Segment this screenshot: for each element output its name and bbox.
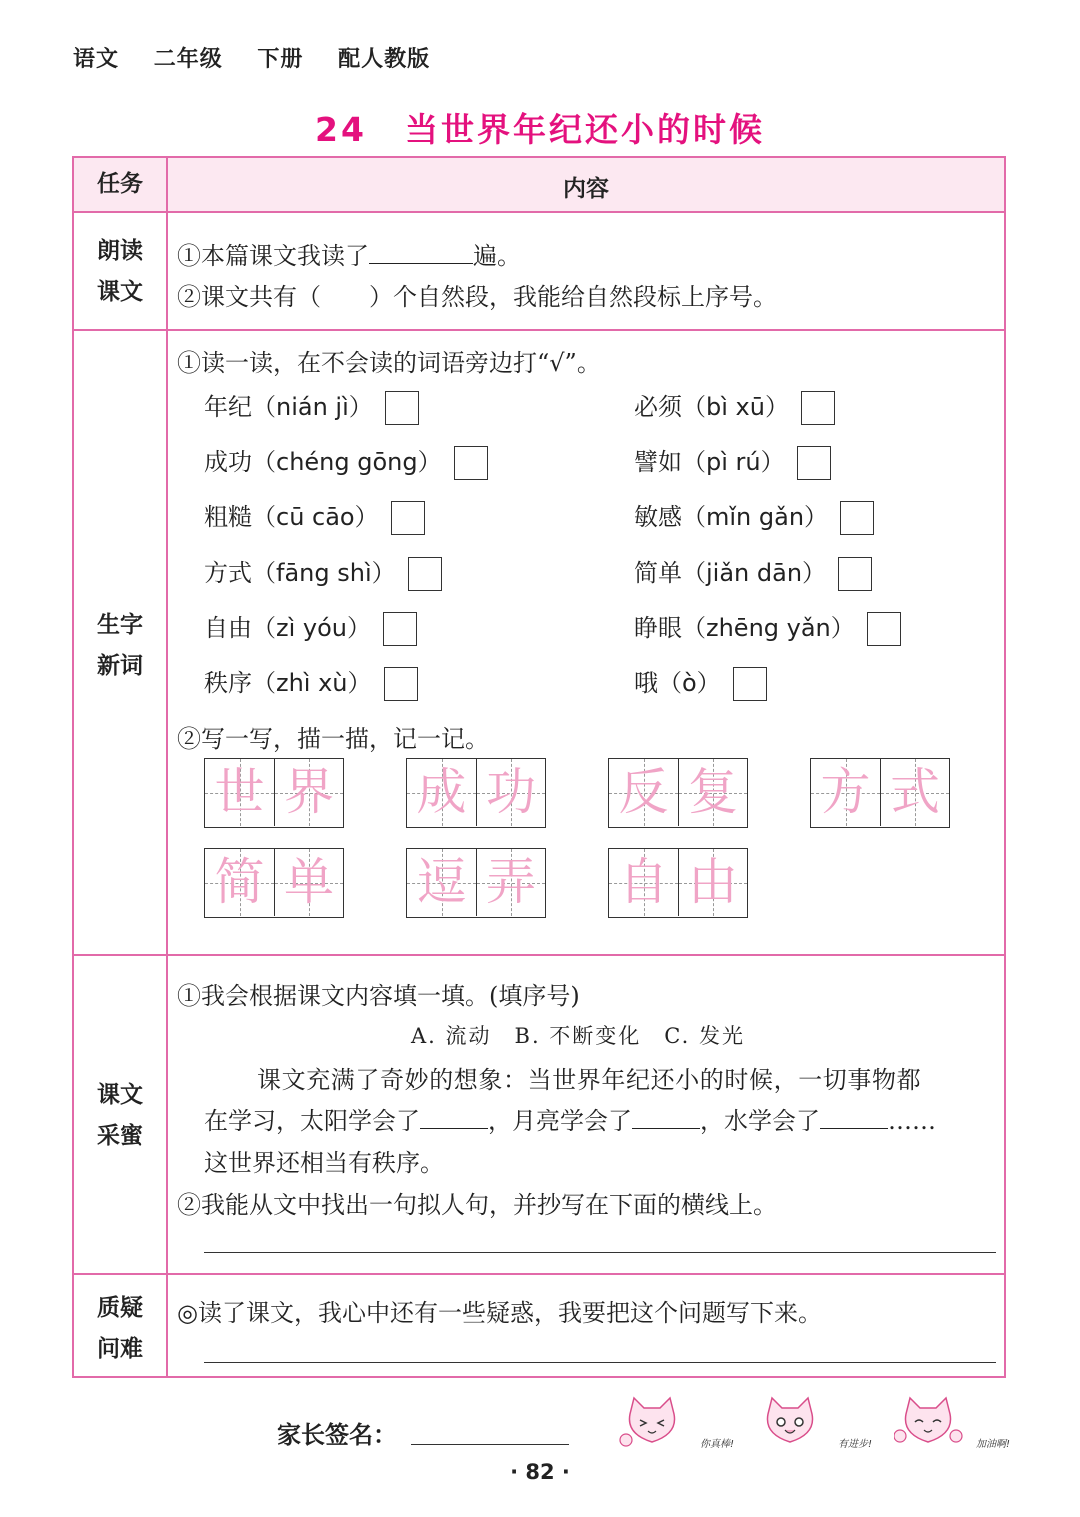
row-label-read: 朗读 课文 xyxy=(97,238,143,305)
row-label-doubt: 质疑 问难 xyxy=(97,1295,143,1362)
word-item: 睁眼（zhēng yǎn） xyxy=(634,610,901,646)
check-box[interactable] xyxy=(838,557,872,591)
check-box[interactable] xyxy=(797,446,831,480)
word-item: 敏感（mǐn gǎn） xyxy=(634,499,874,535)
word-item: 简单（jiǎn dān） xyxy=(634,555,872,591)
cat-sticker-cheer xyxy=(894,1392,1010,1452)
parent-signature-label: 家长签名： xyxy=(277,1421,397,1449)
cat-sticker-progress xyxy=(756,1392,872,1452)
read-count-line: ①本篇课文我读了 遍。 xyxy=(177,242,521,270)
practice-grid[interactable]: 世 界 xyxy=(204,758,344,828)
word-item: 必须（bì xū） xyxy=(634,389,835,425)
practice-grid[interactable]: 方 式 xyxy=(810,758,950,828)
lesson-number: 24 xyxy=(315,110,367,149)
practice-grid[interactable]: 反 复 xyxy=(608,758,748,828)
cat-icon xyxy=(756,1392,826,1452)
page-number: · 82 · xyxy=(510,1460,570,1484)
header-task: 任务 xyxy=(97,171,143,197)
check-box[interactable] xyxy=(385,391,419,425)
grade: 二年级 xyxy=(153,47,223,72)
passage-line-1: 课文充满了奇妙的想象：当世界年纪还小的时候，一切事物都 xyxy=(257,1066,922,1094)
word-item: 成功（chéng gōng） xyxy=(204,444,488,480)
check-box[interactable] xyxy=(454,446,488,480)
answer-line[interactable] xyxy=(204,1252,996,1253)
passage-line-3: 这世界还相当有秩序。 xyxy=(204,1149,444,1177)
doubt-instruction: ◎读了课文，我心中还有一些疑惑，我要把这个问题写下来。 xyxy=(177,1299,822,1327)
subject: 语文 xyxy=(73,47,120,72)
book-header xyxy=(73,42,456,73)
lesson-title xyxy=(0,104,1080,151)
water-blank[interactable] xyxy=(820,1106,888,1129)
cat-sticker-great xyxy=(618,1392,734,1452)
term: 下册 xyxy=(257,47,304,72)
passage-line-2: 在学习，太阳学会了 ，月亮学会了 ，水学会了 …… xyxy=(204,1107,936,1135)
personification-instruction: ②我能从文中找出一句拟人句，并抄写在下面的横线上。 xyxy=(177,1191,777,1219)
paragraph-count-line: ②课文共有（ ）个自然段，我能给自然段标上序号。 xyxy=(177,283,777,311)
row-label-words: 生字 新词 xyxy=(97,612,143,679)
practice-grid[interactable]: 简 单 xyxy=(204,848,344,918)
practice-grid[interactable]: 逗 弄 xyxy=(406,848,546,918)
edition: 配人教版 xyxy=(338,47,431,72)
word-item: 哦（ò） xyxy=(634,665,767,701)
moon-blank[interactable] xyxy=(632,1106,700,1129)
header-content: 内容 xyxy=(563,176,609,202)
check-box[interactable] xyxy=(408,557,442,591)
worksheet-table xyxy=(72,156,1006,1378)
word-item: 自由（zì yóu） xyxy=(204,610,417,646)
row-label-honey: 课文 采蜜 xyxy=(97,1082,143,1149)
check-box[interactable] xyxy=(840,501,874,535)
fill-instruction: ①我会根据课文内容填一填。(填序号) xyxy=(177,982,580,1010)
word-item: 粗糙（cū cāo） xyxy=(204,499,425,535)
word-item: 年纪（nián jì） xyxy=(204,389,419,425)
word-item: 方式（fāng shì） xyxy=(204,555,442,591)
check-box[interactable] xyxy=(384,667,418,701)
parent-signature-line[interactable] xyxy=(411,1444,569,1445)
sticker-caption: 加油啊! xyxy=(975,1439,1010,1450)
check-box[interactable] xyxy=(733,667,767,701)
sticker-caption: 有进步! xyxy=(837,1439,872,1450)
check-box[interactable] xyxy=(801,391,835,425)
practice-grid[interactable]: 自 由 xyxy=(608,848,748,918)
writing-instruction: ②写一写，描一描，记一记。 xyxy=(177,725,489,753)
cat-icon xyxy=(894,1392,964,1452)
word-item: 譬如（pì rú） xyxy=(634,444,831,480)
sun-blank[interactable] xyxy=(420,1106,488,1129)
practice-grid[interactable]: 成 功 xyxy=(406,758,546,828)
lesson-title-text: 当世界年纪还小的时候 xyxy=(404,110,765,149)
check-box[interactable] xyxy=(867,612,901,646)
fill-options: A. 流动 B. 不断变化 C. 发光 xyxy=(411,1024,745,1048)
read-count-blank[interactable] xyxy=(369,241,473,264)
sticker-caption: 你真棒! xyxy=(699,1439,734,1450)
check-box[interactable] xyxy=(391,501,425,535)
check-box[interactable] xyxy=(383,612,417,646)
answer-line[interactable] xyxy=(204,1362,996,1363)
words-instruction: ①读一读，在不会读的词语旁边打“√”。 xyxy=(177,349,601,377)
word-item: 秩序（zhì xù） xyxy=(204,665,418,701)
cat-icon xyxy=(618,1392,688,1452)
